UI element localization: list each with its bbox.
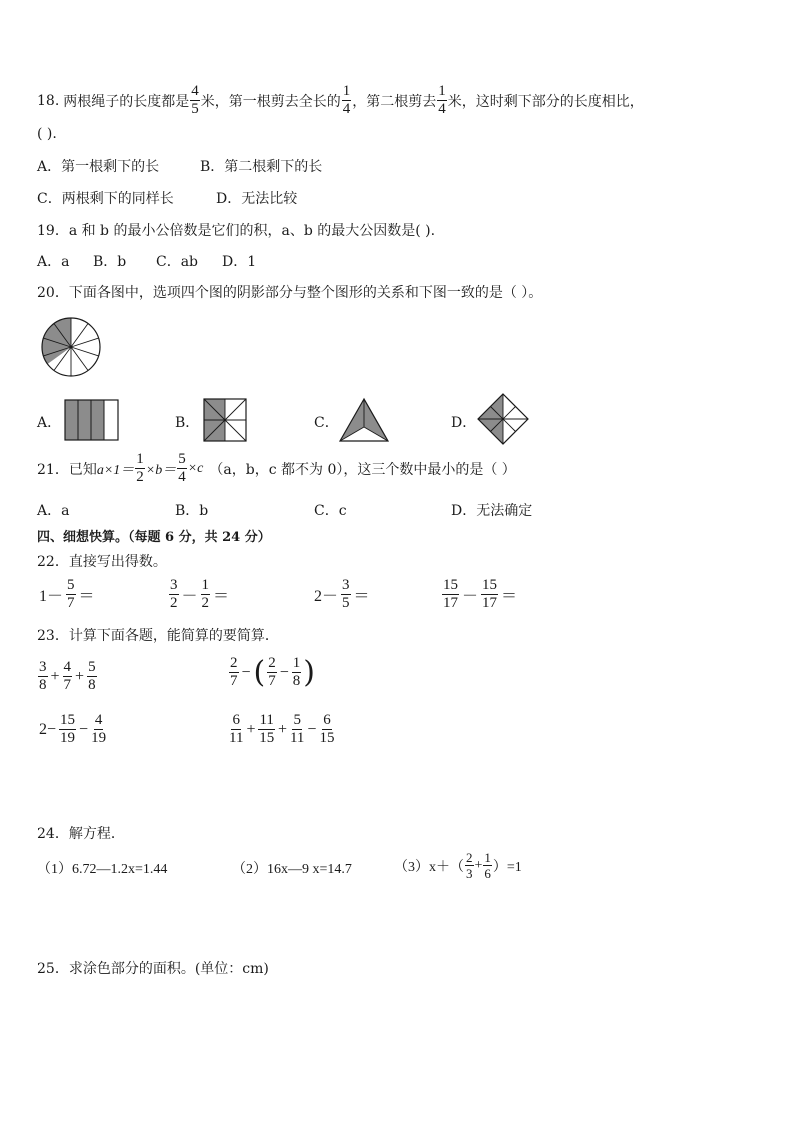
q24-equation-2[interactable]: （2）16x—9 x=14.7 [232,862,352,877]
q20-option-c-figure[interactable] [338,397,390,443]
q23-expr-1[interactable]: $\frac{3}{8}$ + $\frac{4}{7}$ + $\frac{5}{8}$ [39,659,96,693]
q18-line1 [37,84,644,117]
q18-fraction-4-5: $\frac{4}{5}$ [191,83,199,117]
q21-fraction-1-2: $\frac{1}{2}$ [136,451,144,485]
q23-text: 23．计算下面各题，能简算的要简算． [37,628,279,644]
q19-option-c[interactable]: C．ab [156,254,199,270]
q18-option-d[interactable]: D．无法比较 [216,191,298,207]
q19-text: 19．a 和 b 的最小公倍数是它们的积，a、b 的最大公因数是( ). [37,223,436,239]
q19-option-b[interactable]: B．b [93,254,127,270]
q18-option-c[interactable]: C．两根剩下的同样长 [37,191,174,207]
q18-text-3: ，第二根剪去 [352,93,437,110]
q20-option-c-label[interactable]: C． [314,415,339,431]
q21-post: （a，b，c 都不为 0），这三个数中最小的是（ ） [209,461,516,478]
q23-expr-2[interactable]: $\frac{2}{7}$ − ( $\frac{2}{7}$ − $\frac{1}{8}$ ) [230,654,315,690]
q18-text-1: 两根绳子的长度都是 [63,93,190,110]
q18-text-2: 米，第一根剪去全长的 [200,93,341,110]
q18-number: 18. [37,92,60,109]
q19-option-d[interactable]: D．1 [222,254,257,270]
q21-option-d[interactable]: D．无法确定 [451,503,533,519]
q21-line [37,452,516,485]
q20-text: 20．下面各图中，选项四个图的阴影部分与整个图形的关系和下图一致的是（ ）。 [37,285,543,301]
q24-equation-3[interactable]: （3）x＋（ $\frac{2}{3}$ + $\frac{1}{6}$ ）=1 [394,850,522,881]
q24-equation-1[interactable]: （1）6.72—1.2x=1.44 [37,862,168,877]
q18-fraction-1-4-a: $\frac{1}{4}$ [342,83,351,117]
q24-text: 24．解方程． [37,826,125,842]
q20-option-a-label[interactable]: A． [37,415,62,431]
q20-option-d-figure[interactable] [476,392,530,446]
q21-prefix: 21．已知 [37,461,97,478]
q22-text: 22．直接写出得数。 [37,554,167,570]
q20-option-d-label[interactable]: D． [451,415,477,431]
q18-answer-blank: ( ). [37,126,57,142]
q20-option-a-figure[interactable] [64,399,120,441]
q22-item-2[interactable]: $\frac{3}{2}$ － $\frac{1}{2}$ ＝ [170,577,230,611]
q19-option-a[interactable]: A．a [37,254,70,270]
q23-expr-4[interactable]: $\frac{6}{11}$ + $\frac{11}{15}$ + $\frac{5}{11}$ − $\frac{6}{15}$ [229,712,335,746]
q18-fraction-1-4-b: $\frac{1}{4}$ [438,83,446,117]
q25-text: 25．求涂色部分的面积。(单位：cm) [37,961,269,977]
q21-option-b[interactable]: B．b [175,503,209,519]
q21-option-c[interactable]: C．c [314,503,347,519]
q22-item-3[interactable]: 2－ $\frac{3}{5}$ ＝ [314,577,370,611]
q18-text-4: 米，这时剩下部分的长度相比， [447,93,644,110]
q21-expr-b: ×b＝ [145,462,177,478]
q18-option-a[interactable]: A．第一根剩下的长 [37,159,160,175]
q23-expr-3[interactable]: 2− $\frac{15}{19}$ − $\frac{4}{19}$ [39,712,107,746]
q18-option-b[interactable]: B．第二根剩下的长 [200,159,323,175]
q20-reference-circle [40,316,102,378]
q22-item-1[interactable]: 1－ $\frac{5}{7}$ ＝ [39,577,95,611]
q20-option-b-figure[interactable] [203,398,247,442]
q21-expr-c: ×c [187,460,204,476]
section-4-heading: 四、细想快算。（每题 6 分，共 24 分） [37,530,271,545]
q21-fraction-5-4: $\frac{5}{4}$ [178,451,186,485]
q21-expr-a: a×1＝ [96,462,135,478]
q22-item-4[interactable]: $\frac{15}{17}$ － $\frac{15}{17}$ ＝ [443,577,518,611]
q20-option-b-label[interactable]: B． [175,415,200,431]
q21-option-a[interactable]: A．a [37,503,70,519]
